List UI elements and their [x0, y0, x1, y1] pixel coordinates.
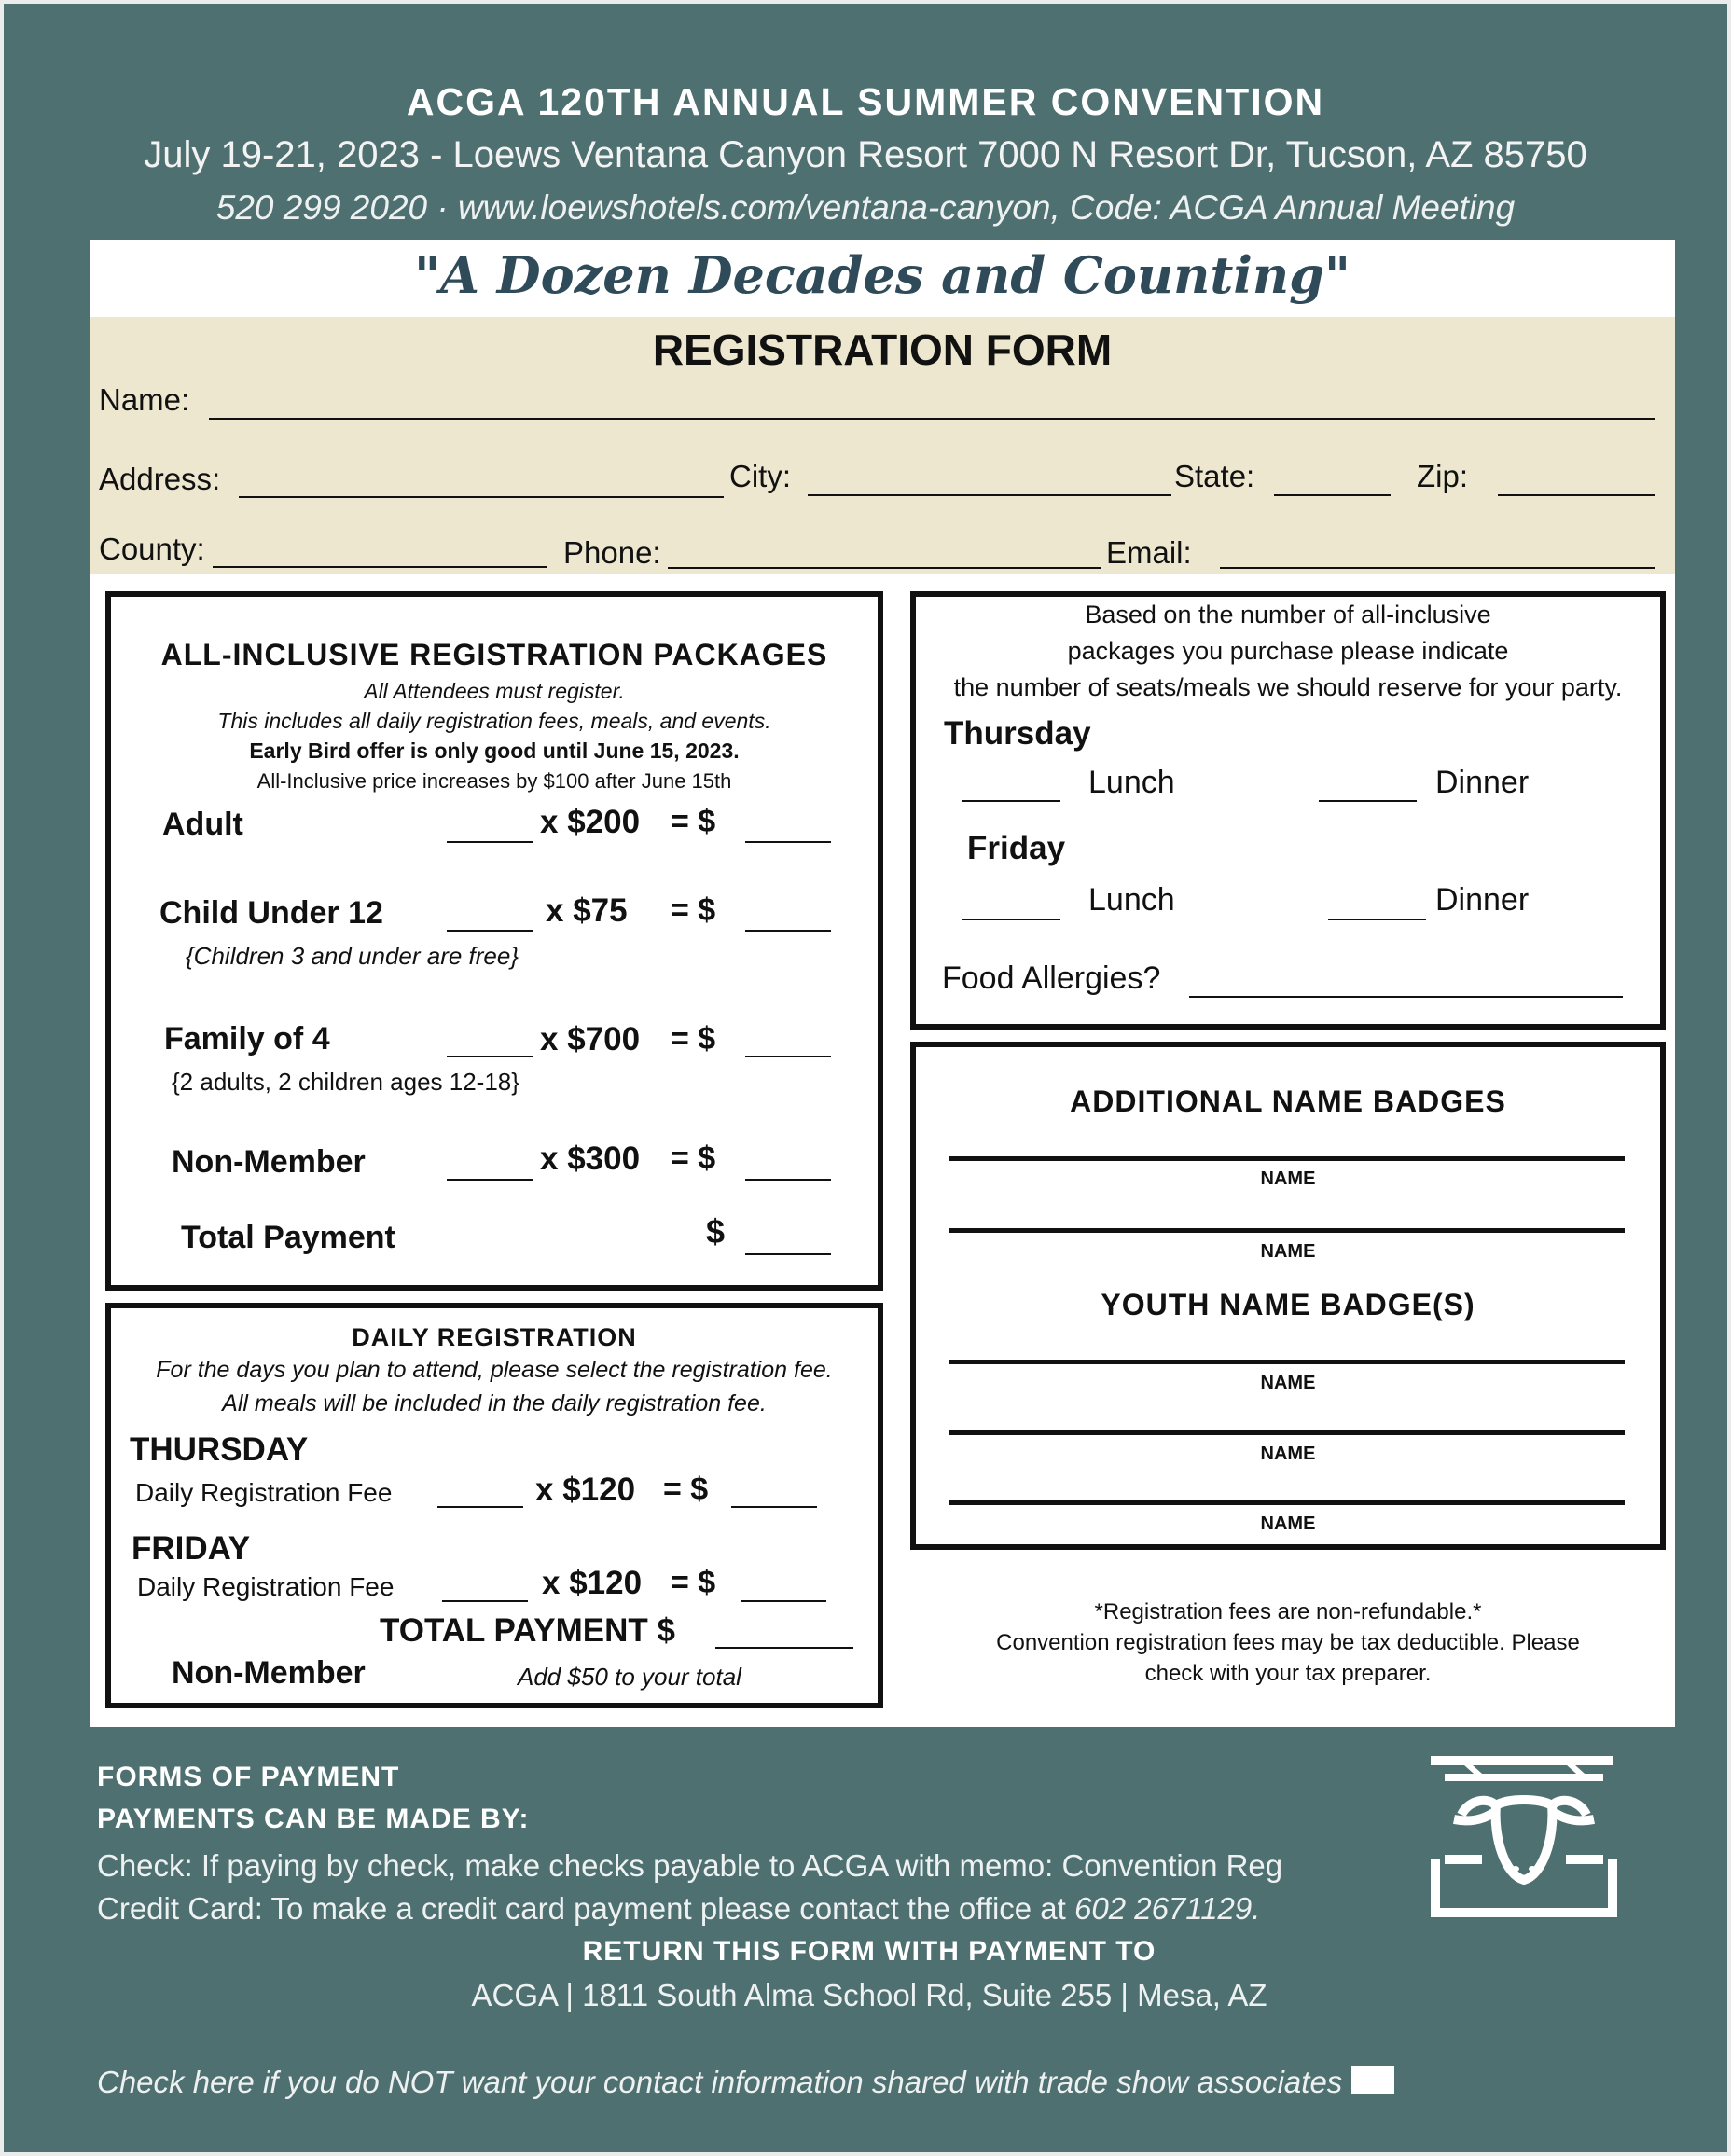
child-total-field[interactable]: [745, 930, 831, 932]
friday-total-field[interactable]: [741, 1600, 826, 1602]
packages-title: ALL-INCLUSIVE REGISTRATION PACKAGES: [160, 638, 828, 671]
thursday-dinner-field[interactable]: [1319, 800, 1417, 802]
youth-badge-field-3[interactable]: [949, 1500, 1625, 1505]
convention-title: ACGA 120TH ANNUAL SUMMER CONVENTION: [406, 80, 1325, 123]
badges-box: [910, 1042, 1666, 1550]
adult-total-field[interactable]: [745, 841, 831, 843]
daily-note-1: For the days you plan to attend, please select the registration fee.: [156, 1357, 833, 1383]
convention-dates-location: July 19-21, 2023 - Loews Ventana Canyon Resort 7000 N Resort Dr, Tucson, AZ 85750: [144, 134, 1587, 175]
adult-equals: = $: [671, 804, 716, 839]
payment-subtitle: PAYMENTS CAN BE MADE BY:: [97, 1804, 530, 1834]
thursday-price: x $120: [535, 1472, 636, 1508]
address-field[interactable]: [239, 496, 724, 498]
daily-friday-fee-label: Daily Registration Fee: [137, 1572, 395, 1601]
meals-intro-3: the number of seats/meals we should reserve for your party.: [953, 673, 1623, 701]
zip-label: Zip:: [1417, 459, 1469, 493]
family-equals: = $: [671, 1021, 716, 1057]
family-price: x $700: [540, 1021, 641, 1057]
meals-intro-1: Based on the number of all-inclusive: [1085, 601, 1491, 629]
return-form-title: RETURN THIS FORM WITH PAYMENT TO: [582, 1936, 1156, 1967]
daily-nonmember-label: Non-Member: [172, 1655, 366, 1691]
address-label: Address:: [99, 462, 221, 496]
child-note: {Children 3 and under are free}: [186, 942, 519, 970]
child-equals: = $: [671, 892, 716, 928]
daily-total-field[interactable]: [715, 1647, 853, 1649]
meals-box: [910, 591, 1666, 1030]
thursday-equals: = $: [663, 1472, 709, 1507]
packages-total-symbol: $: [706, 1212, 726, 1251]
zip-field[interactable]: [1498, 494, 1655, 496]
friday-lunch-field[interactable]: [962, 919, 1060, 920]
youth-badge-label-1: NAME: [1260, 1373, 1316, 1393]
payment-credit-phone: 602 2671129.: [1074, 1891, 1261, 1926]
disclaimer-line-1: *Registration fees are non-refundable.*: [1094, 1599, 1482, 1624]
name-field[interactable]: [209, 418, 1655, 420]
payment-credit-card: [97, 1891, 1260, 1927]
youth-badge-label-3: NAME: [1260, 1513, 1316, 1534]
daily-nonmember-note: Add $50 to your total: [518, 1663, 741, 1691]
friday-lunch-label: Lunch: [1088, 882, 1175, 918]
badge-name-field-1[interactable]: [949, 1156, 1625, 1161]
disclaimer-line-2: Convention registration fees may be tax deductible. Please: [996, 1630, 1580, 1655]
youth-badge-label-2: NAME: [1260, 1444, 1316, 1464]
daily-note-2: All meals will be included in the daily registration fee.: [222, 1390, 767, 1417]
daily-total-label: TOTAL PAYMENT $: [380, 1612, 675, 1649]
friday-price: x $120: [542, 1565, 643, 1601]
package-label-adult: Adult: [162, 807, 243, 842]
payment-credit-text: Credit Card: To make a credit card payment please contact the office at: [97, 1891, 1074, 1926]
family-note: {2 adults, 2 children ages 12-18}: [172, 1068, 519, 1096]
packages-note-2: This includes all daily registration fees, meals, and events.: [217, 709, 771, 733]
food-allergies-label: Food Allergies?: [942, 961, 1161, 996]
thursday-dinner-label: Dinner: [1435, 765, 1530, 800]
thursday-qty-field[interactable]: [437, 1506, 523, 1508]
state-label: State:: [1174, 459, 1255, 493]
packages-box: [105, 591, 883, 1291]
friday-dinner-label: Dinner: [1435, 882, 1530, 918]
payment-title: FORMS OF PAYMENT: [97, 1762, 400, 1792]
nonmember-price: x $300: [540, 1140, 641, 1177]
optout-text: Check here if you do NOT want your contact information shared with trade show associates: [97, 2065, 1343, 2099]
food-allergies-field[interactable]: [1189, 996, 1623, 998]
county-label: County:: [99, 532, 205, 566]
nonmember-total-field[interactable]: [745, 1179, 831, 1181]
family-qty-field[interactable]: [447, 1056, 533, 1057]
form-card: [90, 240, 1675, 1727]
family-total-field[interactable]: [745, 1056, 831, 1057]
phone-label: Phone:: [563, 535, 661, 570]
county-field[interactable]: [213, 566, 547, 568]
daily-friday-label: FRIDAY: [132, 1530, 251, 1567]
thursday-lunch-field[interactable]: [962, 800, 1060, 802]
packages-total-label: Total Payment: [181, 1220, 395, 1255]
return-address: ACGA | 1811 South Alma School Rd, Suite 255 | Mesa, AZ: [471, 1978, 1267, 2012]
package-label-nonmember: Non-Member: [172, 1144, 366, 1180]
meals-thursday-label: Thursday: [944, 715, 1091, 752]
packages-note-3: Early Bird offer is only good until June 15, 2023.: [249, 739, 740, 763]
thursday-lunch-label: Lunch: [1088, 765, 1175, 800]
optout-checkbox[interactable]: [1351, 2066, 1394, 2094]
friday-qty-field[interactable]: [442, 1600, 528, 1602]
contact-section: [90, 317, 1675, 574]
packages-note-1: All Attendees must register.: [364, 679, 625, 703]
daily-thursday-label: THURSDAY: [130, 1431, 309, 1468]
meals-intro-2: packages you purchase please indicate: [1067, 637, 1509, 665]
youth-badges-title: YOUTH NAME BADGE(S): [1101, 1288, 1475, 1321]
friday-dinner-field[interactable]: [1328, 919, 1426, 920]
city-field[interactable]: [808, 494, 1171, 496]
email-label: Email:: [1106, 535, 1192, 570]
child-qty-field[interactable]: [447, 930, 533, 932]
thursday-total-field[interactable]: [731, 1506, 817, 1508]
name-label: Name:: [99, 382, 190, 417]
youth-badge-field-2[interactable]: [949, 1430, 1625, 1435]
youth-badge-field-1[interactable]: [949, 1360, 1625, 1364]
package-label-child: Child Under 12: [159, 895, 383, 931]
phone-field[interactable]: [668, 567, 1101, 569]
adult-price: x $200: [540, 804, 641, 840]
convention-contact: 520 299 2020 · www.loewshotels.com/ventana-canyon, Code: ACGA Annual Meeting: [215, 188, 1516, 227]
daily-box: [105, 1303, 883, 1708]
adult-qty-field[interactable]: [447, 841, 533, 843]
child-price: x $75: [546, 892, 628, 929]
badge-name-label-2: NAME: [1260, 1241, 1316, 1262]
email-field[interactable]: [1220, 567, 1655, 569]
form-title: REGISTRATION FORM: [652, 325, 1113, 374]
city-label: City:: [729, 459, 791, 493]
payment-check: Check: If paying by check, make checks payable to ACGA with memo: Convention Reg: [97, 1848, 1283, 1883]
disclaimer-line-3: check with your tax preparer.: [1144, 1661, 1432, 1686]
meals-friday-label: Friday: [967, 830, 1066, 866]
friday-equals: = $: [671, 1565, 716, 1600]
cattle-brand-logo-icon: [1426, 1749, 1622, 1917]
badges-title: ADDITIONAL NAME BADGES: [1070, 1085, 1506, 1118]
nonmember-qty-field[interactable]: [447, 1179, 533, 1181]
package-label-family: Family of 4: [164, 1021, 330, 1057]
tagline: "A Dozen Decades and Counting": [413, 245, 1351, 305]
daily-thursday-fee-label: Daily Registration Fee: [135, 1478, 393, 1507]
packages-total-field[interactable]: [745, 1253, 831, 1255]
badge-name-label-1: NAME: [1260, 1168, 1316, 1189]
state-field[interactable]: [1274, 494, 1391, 496]
packages-note-4: All-Inclusive price increases by $100 after June 15th: [256, 769, 732, 793]
daily-title: DAILY REGISTRATION: [352, 1323, 637, 1351]
badge-name-field-2[interactable]: [949, 1228, 1625, 1233]
nonmember-equals: = $: [671, 1140, 716, 1176]
